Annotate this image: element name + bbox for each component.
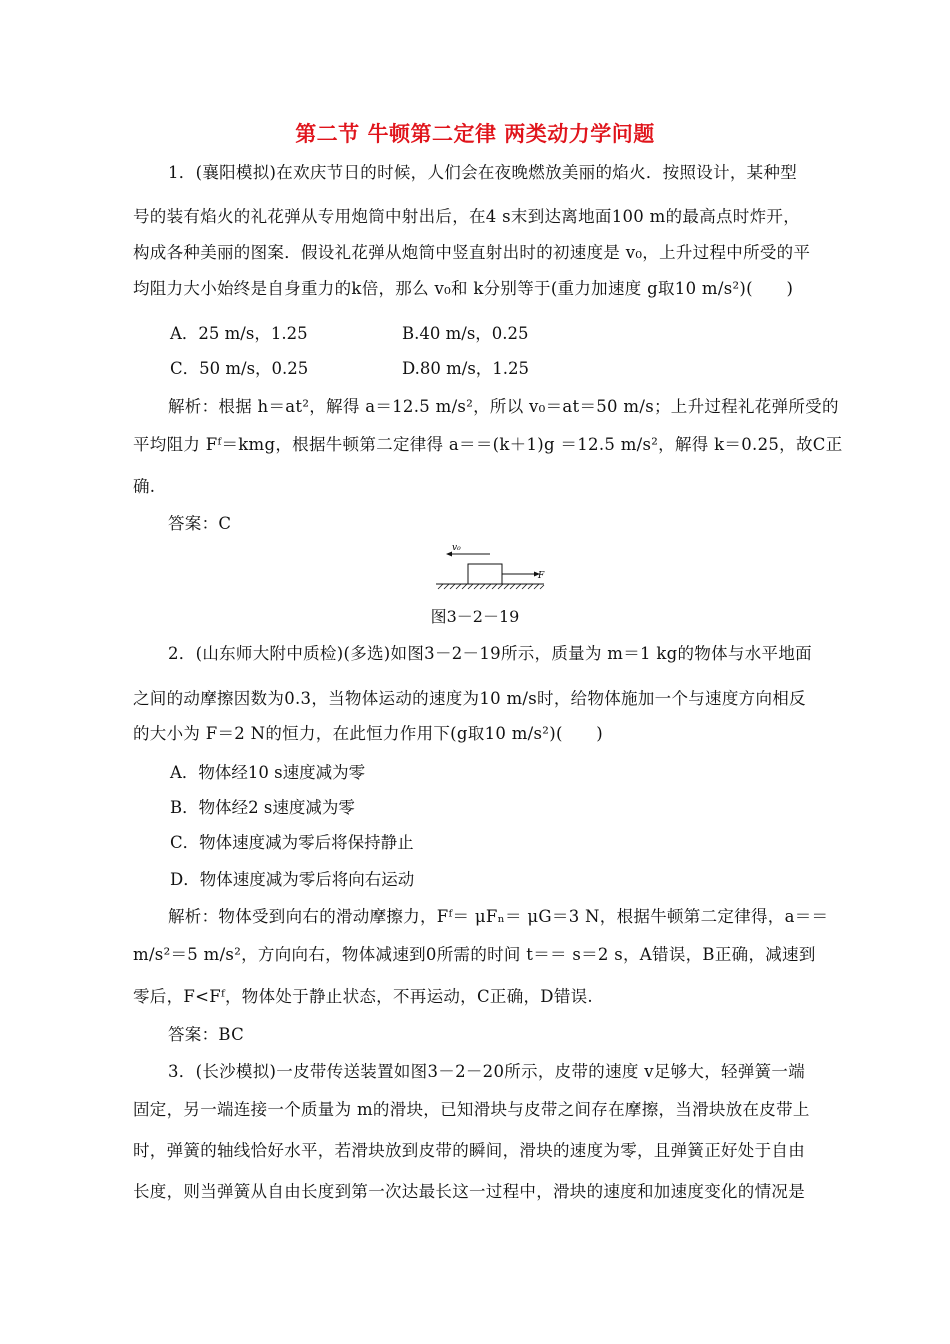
q1-option-a: A．25 m/s，1.25: [170, 324, 308, 343]
q1-line-2: 号的装有焰火的礼花弹从专用炮筒中射出后，在4 s末到达离地面100 m的最高点时炸开，: [133, 207, 800, 226]
force-label: F: [538, 571, 545, 581]
q2-answer: 答案：BC: [168, 1025, 245, 1044]
q2-line-3: 的大小为 F＝2 N的恒力，在此恒力作用下(g取10 m/s²)( ): [133, 724, 604, 743]
q2-analysis-line-1: 解析：物体受到向右的滑动摩擦力，Fᶠ＝ μFₙ＝ μG＝3 N，根据牛顿第二定律得，a＝＝: [168, 907, 829, 926]
q1-line-1: 1．(襄阳模拟)在欢庆节日的时候，人们会在夜晚燃放美丽的焰火．按照设计，某种型: [168, 163, 798, 182]
block: [468, 564, 502, 584]
q1-analysis-line-2: 平均阻力 Fᶠ＝kmg，根据牛顿第二定律得 a＝＝(k＋1)g ＝12.5 m/s²，解得 k＝0.25，故C正: [133, 435, 843, 454]
q3-line-4: 长度，则当弹簧从自由长度到第一次达最长这一过程中，滑块的速度和加速度变化的情况是: [133, 1182, 805, 1201]
q1-analysis-line-3: 确.: [133, 477, 156, 496]
q1-option-d: D.80 m/s，1.25: [402, 359, 530, 378]
q2-option-a: A．物体经10 s速度减为零: [170, 763, 366, 782]
q2-option-c: C．物体速度减为零后将保持静止: [170, 833, 414, 852]
q3-line-2: 固定，另一端连接一个质量为 m的滑块，已知滑块与皮带之间存在摩擦，当滑块放在皮带上: [133, 1100, 810, 1119]
q1-analysis-line-1: 解析：根据 h＝at²，解得 a＝12.5 m/s²，所以 v₀＝at＝50 m/s；上升过程礼花弹所受的: [168, 397, 839, 416]
q2-analysis-line-2: m/s²＝5 m/s²，方向向右，物体减速到0所需的时间 t＝＝ s＝2 s，A错误，B正确，减速到: [133, 945, 816, 964]
q2-analysis-line-3: 零后，F<Fᶠ，物体处于静止状态，不再运动，C正确，D错误.: [133, 987, 593, 1006]
ground-hatching: [438, 584, 544, 589]
page-title: 第二节 牛顿第二定律 两类动力学问题: [295, 121, 655, 146]
q2-option-b: B．物体经2 s速度减为零: [170, 798, 355, 817]
q1-option-c: C．50 m/s，0.25: [170, 359, 309, 378]
q3-line-1: 3．(长沙模拟)一皮带传送装置如图3－2－20所示，皮带的速度 v足够大，轻弹簧一端: [168, 1062, 806, 1081]
q3-line-3: 时，弹簧的轴线恰好水平，若滑块放到皮带的瞬间，滑块的速度为零，且弹簧正好处于自由: [133, 1141, 805, 1160]
q2-line-2: 之间的动摩擦因数为0.3，当物体运动的速度为10 m/s时，给物体施加一个与速度方向相反: [133, 689, 806, 708]
figure-block-on-ground: [434, 540, 554, 590]
force-arrow: [502, 572, 540, 577]
figure-caption: 图3－2－19: [430, 607, 520, 626]
q2-option-d: D．物体速度减为零后将向右运动: [170, 870, 415, 889]
q1-answer: 答案：C: [168, 514, 232, 533]
q1-line-3: 构成各种美丽的图案．假设礼花弹从炮筒中竖直射出时的初速度是 v₀，上升过程中所受的平: [133, 243, 811, 262]
q1-line-4: 均阻力大小始终是自身重力的k倍，那么 v₀和 k分别等于(重力加速度 g取10 m/s²)( ): [133, 279, 794, 298]
q1-option-b: B.40 m/s，0.25: [402, 324, 529, 343]
q2-line-1: 2．(山东师大附中质检)(多选)如图3－2－19所示，质量为 m＝1 kg的物体与水平地面: [168, 644, 812, 663]
velocity-label: v₀: [452, 543, 461, 553]
